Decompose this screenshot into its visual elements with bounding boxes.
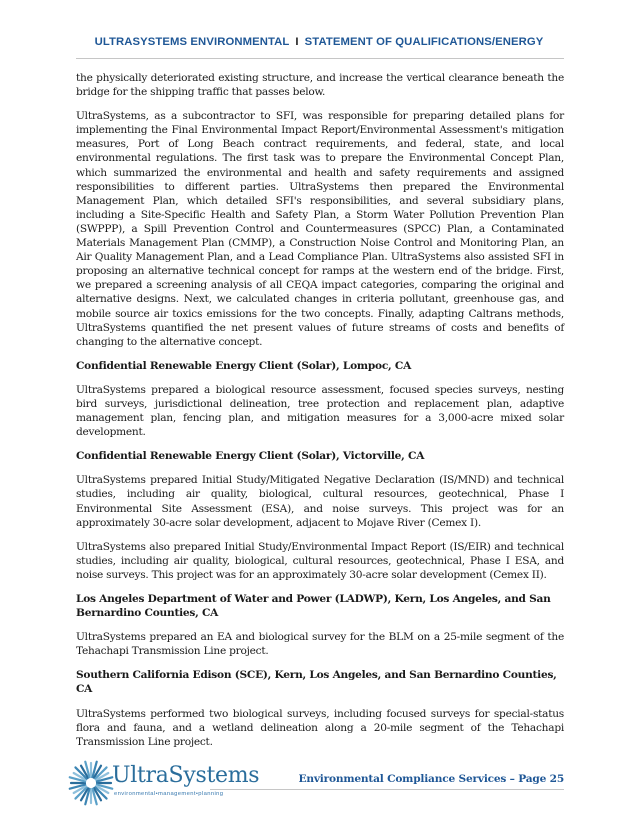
project-heading-sce: Southern California Edison (SCE), Kern, Los Angeles, and San Bernardino Counties, CA <box>76 669 557 696</box>
page-body <box>76 71 564 759</box>
paragraph-lompoc: UltraSystems prepared a biological resource assessment, focused species surveys, nesting bird surveys, jurisdictional delineation, tree protection and replacement plan, adaptive management plan, fencing plan, and mitigation measures for a 3,000-acre mixed solar development. <box>76 383 564 439</box>
paragraph-continued: the physically deteriorated existing structure, and increase the vertical clearance beneath the bridge for the shipping traffic that passes below. <box>76 72 564 99</box>
project-heading-ladwp: Los Angeles Department of Water and Power (LADWP), Kern, Los Angeles, and San Bernardino Counties, CA <box>76 593 551 620</box>
page-header <box>0 36 638 48</box>
logo-tagline: environmental•management•planning <box>114 791 224 797</box>
header-company: ULTRASYSTEMS ENVIRONMENTAL <box>94 36 290 48</box>
footer-page-label: Environmental Compliance Services – Page 25 <box>298 773 564 785</box>
paragraph-sce: UltraSystems performed two biological surveys, including focused surveys for special-status flora and fauna, and a wetland delineation along a 20-mile segment of the Tehachapi Transmission Line project. <box>76 707 564 748</box>
paragraph-victorville-cemex-1: UltraSystems prepared Initial Study/Mitigated Negative Declaration (IS/MND) and technical studies, including air quality, biological, cultural resources, geotechnical, Phase I Environmental Site Assessment (ESA), and noise surveys. This project was for an approximately 30-acre solar development, adjacent to Mojave River (Cemex I). <box>76 474 564 529</box>
header-rule <box>76 58 564 59</box>
ultrasystems-logo <box>68 758 260 808</box>
header-title: STATEMENT OF QUALIFICATIONS/ENERGY <box>304 36 544 48</box>
paragraph-victorville-cemex-2: UltraSystems also prepared Initial Study/Environmental Impact Report (IS/EIR) and technical studies, including air quality, biological, cultural resources, geotechnical, Phase I ESA, and noise surveys. This project was for an approximately 30-acre solar development (Cemex II). <box>76 540 564 581</box>
paragraph-sfi-plans: UltraSystems, as a subcontractor to SFI, was responsible for preparing detailed plans for implementing the Final Environmental Impact Report/Environmental Assessment's mitigation measures, Port of Long Beach contract requirements, and federal, state, and local environmental regulations. The first task was to prepare the Environmental Concept Plan, which summarized the environmental and health and safety requirements and assigned responsibilities to different parties. UltraSystems then prepared the Environmental Management Plan, which detailed SFI's responsibilities, and several subsidiary plans, including a Site-Specific Health and Safety Plan, a Storm Water Pollution Prevention Plan (SWPPP), a Spill Prevention Control and Countermeasures (SPCC) Plan, a Contaminated Materials Management Plan (CMMP), a Construction Noise Control and Monitoring Plan, an Air Quality Management Plan, and a Lead Compliance Plan. UltraSystems also assisted SFI in proposing an alternative technical concept for ramps at the western end of the bridge. First, we prepared a screening analysis of all CEQA impact categories, comparing the original and alternative designs. Next, we calculated changes in criteria pollutant, greenhouse gas, and mobile source air toxics emissions for the two concepts. Finally, adapting Caltrans methods, UltraSystems quantified the net present values of future streams of costs and benefits of changing to the alternative concept. <box>76 110 564 348</box>
footer-rule <box>210 789 564 790</box>
header-separator: I <box>295 36 299 48</box>
logo-wordmark: UltraSystems <box>112 763 260 788</box>
project-heading-victorville: Confidential Renewable Energy Client (Solar), Victorville, CA <box>76 450 425 463</box>
project-heading-lompoc: Confidential Renewable Energy Client (Solar), Lompoc, CA <box>76 359 412 372</box>
logo-sunburst-icon <box>68 760 114 806</box>
paragraph-ladwp: UltraSystems prepared an EA and biological survey for the BLM on a 25-mile segment of the Tehachapi Transmission Line project. <box>76 631 564 658</box>
